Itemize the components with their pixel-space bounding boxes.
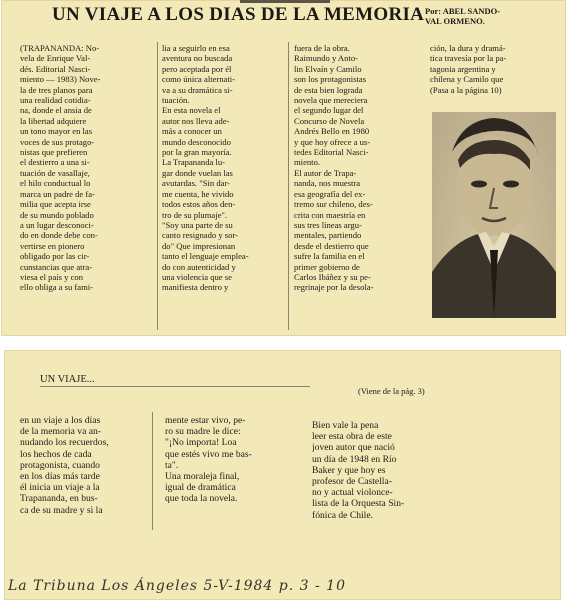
byline bbox=[425, 6, 500, 26]
continuation-column-1: en un viaje a los días de la memoria va an- nudando los recuerdos, los hechos de cada protagonista, cuando en los días más tarde él inicia un viaje a la Trapananda, en bus- ca de su madre y si la bbox=[20, 415, 109, 516]
continuation-head-rule bbox=[40, 386, 310, 387]
article-column-4: ción, la dura y dramá- tica travesía por la pa- tagonia argentina y chilena y Camilo que (Pasa a la página 10) bbox=[430, 43, 507, 95]
column-rule bbox=[157, 42, 158, 330]
continuation-head: UN VIAJE... bbox=[40, 374, 95, 385]
continuation-column-3: Bien vale la pena leer esta obra de este joven autor que nació un día de 1948 en Río Baker y que hoy es profesor de Castella- no y actual violonce- lista de la Orquesta Sin- fónica de Chile. bbox=[312, 420, 405, 521]
article-column-3: fuera de la obra. Raimundo y Anto- lin Elvaín y Camilo son los protagonistas de esta bien lograda novela que mereciera el segundo lugar del Concurso de Novela Andrés Bello en 1980 y que hoy ofrece a us- tedes Editorial Nasci- miento. El autor de Trapa- nanda, nos muestra esa geografía del ex- tremo sur chileno, des- crita con maestría en sus tres líneas argu- mentales, partiendo desde el destierro que sufre la familia en el primer gobierno de Carlos Ibáñez y su pe- regrinaje por la desola- bbox=[294, 43, 374, 293]
continuation-column-2: mente estar vivo, pe- ro su madre le dice: "¡No importa! Loa que estés vivo me bas- ta". Una moraleja final, igual de dramática que toda la novela. bbox=[165, 415, 252, 505]
article-column-1: (TRAPANANDA: No- vela de Enrique Val- dés. Editorial Nasci- miento — 1983) Nove- la de tres planos para una realidad cotidia- na, donde el ansia de la libertad adquiere un tono mayor en las voces de sus protago- nistas que prefieren el destierro a una si- tuación de vasallaje, el hilo conductual lo marca un padre de fa- milia que acepta irse de su mundo poblado a un lugar desconoci- do en donde debe con- vertirse en pionero obligado por las cir- cunstancias que atra- viesa el país y con ello obliga a su fami- bbox=[20, 43, 101, 293]
column-rule bbox=[152, 412, 153, 530]
column-rule bbox=[288, 42, 289, 330]
continuation-reference: (Viene de la pág. 3) bbox=[358, 386, 425, 396]
author-portrait-drawing bbox=[432, 112, 556, 318]
byline-line-1: Por: ABEL SANDO- bbox=[425, 6, 501, 16]
author-photo bbox=[432, 112, 556, 318]
handwritten-source-note: La Tribuna Los Ángeles 5-V-1984 p. 3 - 10 bbox=[8, 578, 346, 594]
article-column-2: lia a seguirlo en esa aventura no buscada pero aceptada por él como única alternati- va a su dramática si- tuación. En esta novela el autor nos lleva ade- más a conocer un mundo desconocido por la gran mayoría. La Trapananda lu- gar donde vuelan las avutardas. "Sin dar- me cuenta, he vivido todos estos años den- tro de su plumaje". "Soy una parte de su canto resignado y sor- do" Que impresionan tanto el lenguaje emplea- do con autenticidad y una violencia que se manifiesta dentro y bbox=[162, 43, 249, 293]
byline-line-2: VAL ORMENO. bbox=[425, 16, 485, 26]
headline: UN VIAJE A LOS DIAS DE LA MEMORIA bbox=[52, 4, 425, 25]
top-bar bbox=[240, 0, 330, 3]
